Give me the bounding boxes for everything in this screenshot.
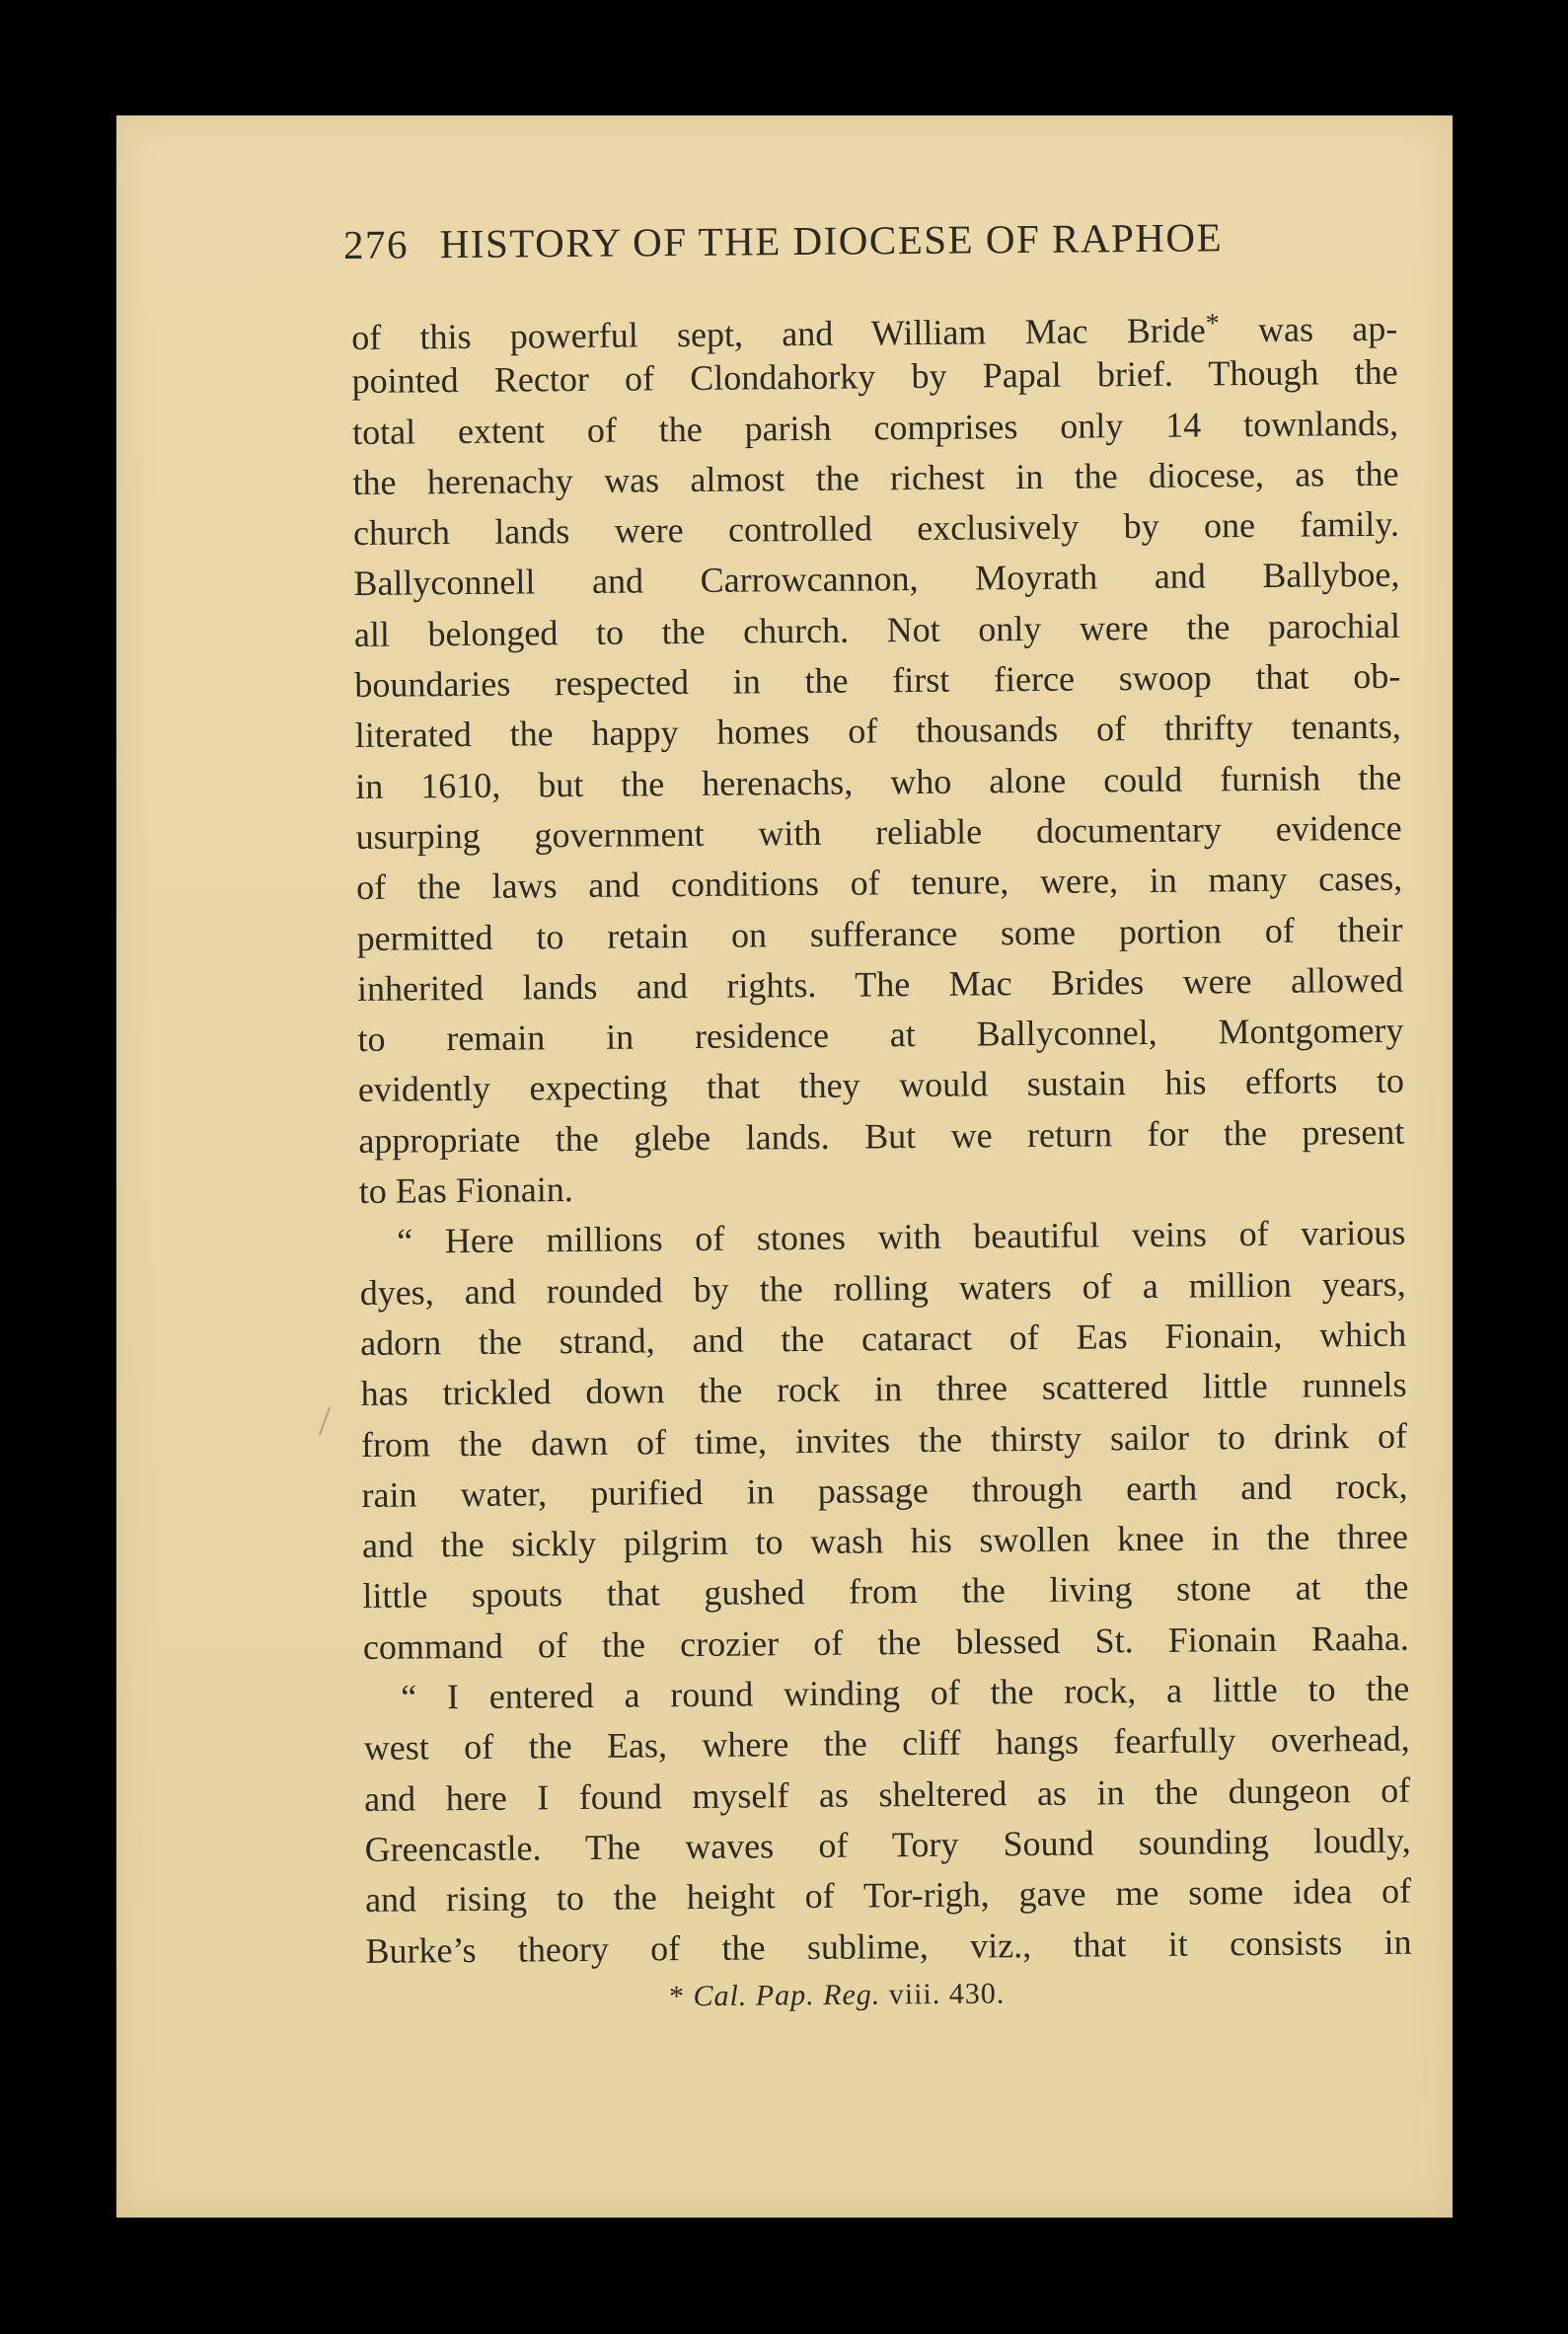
text-line xyxy=(361,1410,1407,1470)
footnote xyxy=(669,1978,1006,2014)
text-line xyxy=(360,1360,1406,1420)
text-line xyxy=(353,550,1399,610)
line-text: Burke’s theory of the sublime, viz., that it consists in xyxy=(365,1921,1412,1971)
line-text: in 1610, but the herenachs, who alone could furnish the xyxy=(355,757,1402,806)
text-line xyxy=(362,1512,1408,1572)
text-line xyxy=(358,1056,1404,1116)
text-line xyxy=(356,854,1402,914)
text-line xyxy=(365,1917,1411,1977)
running-header xyxy=(343,212,1330,268)
line-text: and rising to the height of Tor-righ, gave me some idea of xyxy=(364,1870,1412,1920)
line-text: from the dawn of time, invites the thirsty sailor to drink of xyxy=(360,1415,1408,1465)
text-line xyxy=(360,1310,1406,1370)
text-line xyxy=(365,1866,1411,1926)
line-text: west of the Eas, where the cliff hangs fearfully overhead, xyxy=(363,1719,1410,1769)
line-text: evidently expecting that they would sustain his efforts to xyxy=(357,1061,1405,1110)
text-line xyxy=(363,1613,1409,1673)
line-text: of this powerful sept, and William Mac Bride xyxy=(351,310,1206,357)
line-text: church lands were controlled exclusively by one family. xyxy=(352,503,1400,554)
line-text: to Eas Fionain. xyxy=(358,1169,573,1212)
line-text: adorn the strand, and the cataract of Eas Fionain, which xyxy=(359,1314,1407,1363)
line-text: appropriate the glebe lands. But we return for the present xyxy=(358,1111,1405,1161)
text-line xyxy=(351,297,1397,357)
line-text: “ I entered a round winding of the rock, a little to the xyxy=(401,1668,1410,1717)
line-text: the herenachy was almost the richest in the diocese, as the xyxy=(352,453,1399,502)
text-line xyxy=(356,904,1402,964)
line-text: Ballyconnell and Carrowcannon, Moyrath and Ballyboe, xyxy=(353,555,1400,604)
text-line xyxy=(359,1208,1405,1268)
text-line xyxy=(354,601,1400,661)
book-page xyxy=(116,115,1453,2218)
text-line xyxy=(364,1816,1410,1876)
text-line xyxy=(352,398,1398,458)
line-text-tail: was ap- xyxy=(1219,308,1398,350)
footnote-reference: viii. 430. xyxy=(888,1977,1006,2011)
line-text: and the sickly pilgrim to wash his swollen knee in the three xyxy=(361,1516,1409,1566)
line-text: literated the happy homes of thousands of thrifty tenants, xyxy=(354,707,1401,756)
text-line xyxy=(363,1664,1409,1724)
footnote-mark: * xyxy=(668,1980,686,2013)
line-text: little spouts that gushed from the living stone at the xyxy=(362,1567,1409,1617)
line-text: all belonged to the church. Not only were the parochial xyxy=(353,605,1401,654)
footnote-source: Cal. Pap. Reg. xyxy=(693,1978,881,2013)
text-line xyxy=(354,651,1400,712)
line-text: dyes, and rounded by the rolling waters of a million years, xyxy=(359,1263,1406,1313)
text-line xyxy=(359,1158,1405,1218)
text-line xyxy=(355,803,1401,864)
page-number: 276 xyxy=(342,221,410,267)
body-text xyxy=(351,297,1412,1977)
line-text: total extent of the parish comprises only 14 townlands, xyxy=(351,403,1399,452)
line-text: permitted to retain on sufferance some portion of their xyxy=(356,909,1403,958)
text-line xyxy=(355,752,1401,812)
line-text: of the laws and conditions of tenure, were, in many cases, xyxy=(355,858,1403,908)
text-line xyxy=(358,1106,1404,1167)
line-text: has trickled down the rock in three scattered little runnels xyxy=(360,1364,1407,1414)
text-line xyxy=(360,1258,1406,1318)
text-line xyxy=(355,702,1401,762)
line-text: command of the crozier of the blessed St. Fionain Raaha. xyxy=(362,1618,1409,1667)
text-line xyxy=(364,1765,1410,1825)
text-line xyxy=(353,499,1399,560)
line-text: “ Here millions of stones with beautiful veins of various xyxy=(397,1213,1406,1261)
text-line xyxy=(362,1562,1408,1622)
text-line xyxy=(357,1006,1403,1066)
line-text: inherited lands and rights. The Mac Brides were allowed xyxy=(356,959,1404,1009)
line-text: Greencastle. The waves of Tory Sound sounding loudly, xyxy=(364,1820,1411,1869)
line-text: and here I found myself as sheltered as in the dungeon of xyxy=(364,1769,1411,1819)
line-text: to remain in residence at Ballyconnel, Montgomery xyxy=(357,1010,1404,1060)
text-line xyxy=(351,347,1397,408)
text-line xyxy=(364,1714,1410,1774)
line-text: usurping government with reliable documentary evidence xyxy=(355,807,1402,857)
page-scratch-mark xyxy=(319,1407,331,1436)
text-line xyxy=(361,1462,1407,1522)
line-text: pointed Rector of Clondahorky by Papal brief. Though the xyxy=(351,352,1398,402)
text-line xyxy=(357,955,1403,1016)
running-title: HISTORY OF THE DIOCESE OF RAPHOE xyxy=(439,214,1224,267)
footnote-reference-mark: * xyxy=(1205,308,1220,339)
line-text: rain water, purified in passage through earth and rock, xyxy=(361,1466,1408,1515)
line-text: boundaries respected in the first fierce swoop that ob- xyxy=(354,655,1401,706)
text-line xyxy=(352,449,1398,509)
